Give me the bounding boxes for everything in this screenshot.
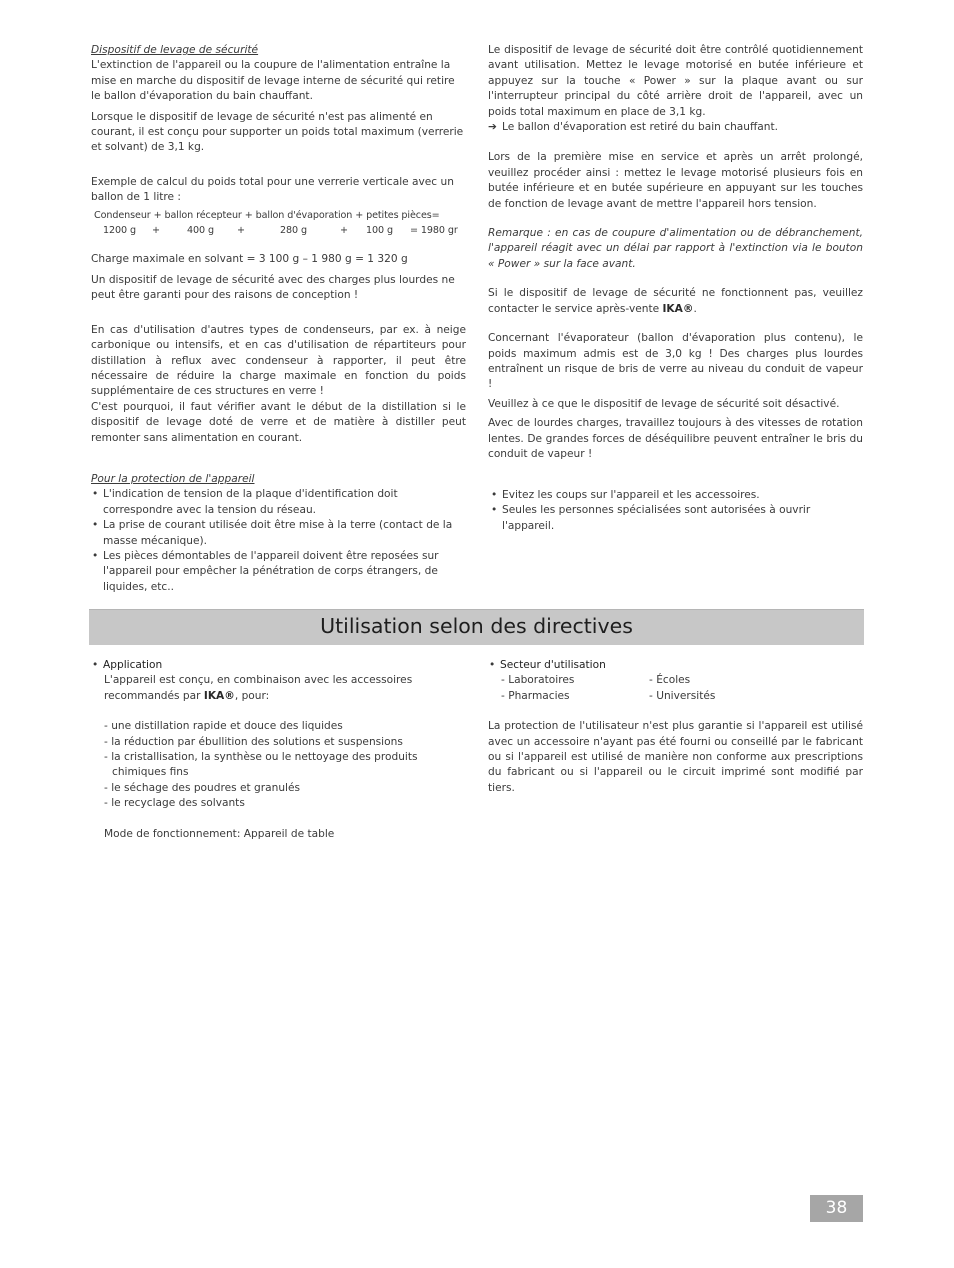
list-item: - la réduction par ébullition des solutions et suspensions	[104, 735, 403, 748]
list-item: • Les pièces démontables de l'appareil doivent être reposées sur l'appareil pour empêcher la pénétration de corps étrangers, de liquides, etc..	[89, 549, 466, 595]
list-item: • Seules les personnes spécialisées sont autorisées à ouvrir l'appareil.	[488, 503, 828, 534]
page-number: 38	[810, 1195, 863, 1222]
application-list	[91, 719, 466, 811]
paragraph: Exemple de calcul du poids total pour une verrerie verticale avec un ballon de 1 litre :	[91, 175, 454, 204]
application-intro	[91, 673, 466, 704]
paragraph: Avec de lourdes charges, travaillez toujours à des vitesses de rotation lentes. De grandes forces de déséquilibre peuvent entraîner le bris du conduit de vapeur !	[488, 417, 863, 460]
list-item: - le recyclage des solvants	[104, 797, 245, 810]
list-item: - la cristallisation, la synthèse ou le nettoyage des produits chimiques fins	[104, 751, 418, 779]
paragraph: En cas d'utilisation d'autres types de condenseurs, par ex. à neige carbonique ou intensifs, et en cas d'utilisation de répartiteurs pour distillation à reflux avec condenseur à rapporter, il peut être nécessaire de réduire la charge maximale en fonction du poids supplémentaire de ces structures en verre !	[91, 323, 466, 398]
heading-text: Application	[103, 659, 163, 671]
section-title-safety-lift: Dispositif de levage de sécurité	[91, 44, 259, 56]
list-item: - le séchage des poudres et granulés	[104, 781, 301, 794]
left-column-top	[91, 43, 466, 446]
list-item: - une distillation rapide et douce des liquides	[104, 720, 343, 733]
section-heading: Utilisation selon des directives	[320, 614, 633, 638]
sector-heading	[486, 658, 863, 673]
paragraph: C'est pourquoi, il faut vérifier avant le début de la distillation si le dispositif de levage doté de verre et de matière à distiller peut remonter sans alimentation en courant.	[91, 400, 466, 444]
sector-grid	[488, 673, 863, 704]
calc-values	[91, 223, 466, 238]
protection-right	[488, 488, 828, 534]
section-title-protection: Pour la protection de l'appareil	[91, 473, 255, 485]
text: .	[693, 302, 697, 315]
calc-value: 1200 g	[103, 225, 136, 237]
calc-total: = 1980 gr	[410, 225, 458, 237]
calc-value: 400 g	[187, 225, 214, 237]
application-block	[89, 658, 466, 673]
operating-mode: Mode de fonctionnement: Appareil de table	[104, 827, 335, 840]
paragraph: Lors de la première mise en service et après un arrêt prolongé, veuillez procéder ainsi : mettez le levage motorisé plusieurs fois en butée inférieure et en butée supérieure en appuyant sur les touches de fonction de levage avant de mettre l'appareil hors tension.	[488, 151, 863, 210]
text: L'appareil est conçu, en combinaison avec les accessoires recommandés par	[104, 674, 413, 702]
list-item: • L'indication de tension de la plaque d'identification doit correspondre avec la tension du réseau.	[89, 487, 466, 518]
calc-operator: +	[152, 225, 160, 237]
result-text: Le ballon d'évaporation est retiré du bain chauffant.	[502, 121, 779, 134]
right-arrow-icon: ➔	[488, 121, 497, 134]
paragraph: L'extinction de l'appareil ou la coupure de l'alimentation entraîne la mise en marche du dispositif de levage interne de sécurité qui retire le ballon d'évaporation du bain chauffant.	[91, 59, 455, 103]
sector-item: - Laboratoires	[501, 674, 575, 687]
sector-item: - Pharmacies	[501, 689, 570, 702]
sector-block	[486, 658, 863, 673]
list-item: • La prise de courant utilisée doit être mise à la terre (contact de la masse mécanique).	[89, 518, 466, 549]
section-banner	[89, 609, 864, 645]
result-line	[488, 120, 863, 135]
protection-left	[91, 472, 466, 595]
warning-paragraph: La protection de l'utilisateur n'est plus garantie si l'appareil est utilisé avec un accessoire n'ayant pas été fourni ou conseillé par le fabricant ou si l'appareil est utilisé de manière non conforme aux prescriptions du fabricant ou si l'appareil ou le circuit imprimé sont modifié par tiers.	[488, 720, 863, 794]
calc-formula: Condenseur + ballon récepteur + ballon d'évaporation + petites pièces=	[94, 209, 440, 221]
sector-column	[488, 658, 863, 796]
protection-list	[488, 488, 828, 534]
list-item: • Evitez les coups sur l'appareil et les accessoires.	[488, 488, 828, 503]
brand-ika: IKA®	[662, 302, 694, 315]
heading-text: Secteur d'utilisation	[500, 659, 606, 671]
calc-operator: +	[237, 225, 245, 237]
paragraph: Charge maximale en solvant = 3 100 g – 1 980 g = 1 320 g	[91, 253, 408, 266]
paragraph: Veuillez à ce que le dispositif de levage de sécurité soit désactivé.	[488, 397, 840, 410]
paragraph: Lorsque le dispositif de levage de sécurité n'est pas alimenté en courant, il est conçu pour supporter un poids total maximum (verrerie et solvant) de 3,1 kg.	[91, 110, 464, 154]
calc-value: 280 g	[280, 225, 307, 237]
paragraph: Un dispositif de levage de sécurité avec des charges plus lourdes ne peut être garanti pour des raisons de conception !	[91, 273, 455, 302]
right-column-top	[488, 43, 863, 462]
paragraph: Concernant l'évaporateur (ballon d'évaporation plus contenu), le poids maximum admis est de 3,0 kg ! Des charges plus lourdes entraînent un risque de bris de verre au niveau du conduit de vapeur !	[488, 332, 863, 391]
brand-ika: IKA®	[203, 689, 235, 702]
paragraph: Le dispositif de levage de sécurité doit être contrôlé quotidiennement avant utilisation. Mettez le levage motorisé en butée inférieure et appuyez sur la touche « Power » sur la plaque avant ou sur l'interrupteur principal du côté arrière droit de l'appareil, avec un poids total maximum en place de 3,1 kg.	[488, 44, 863, 118]
calc-operator: +	[340, 225, 348, 237]
sector-item: - Universités	[649, 689, 716, 702]
paragraph	[488, 286, 863, 317]
text: Si le dispositif de levage de sécurité ne fonctionnent pas, veuillez contacter le service après-vente	[488, 287, 863, 315]
application-column	[91, 658, 466, 842]
application-heading	[89, 658, 466, 673]
sector-col	[649, 673, 715, 704]
calc-value: 100 g	[366, 225, 393, 237]
sector-col	[501, 673, 649, 704]
text: , pour:	[234, 689, 270, 702]
remark: Remarque : en cas de coupure d'alimentation ou de débranchement, l'appareil réagit avec un délai par rapport à l'extinction via le bouton « Power » sur la face avant.	[488, 227, 863, 270]
protection-list	[89, 487, 466, 595]
sector-item: - Écoles	[649, 674, 691, 687]
